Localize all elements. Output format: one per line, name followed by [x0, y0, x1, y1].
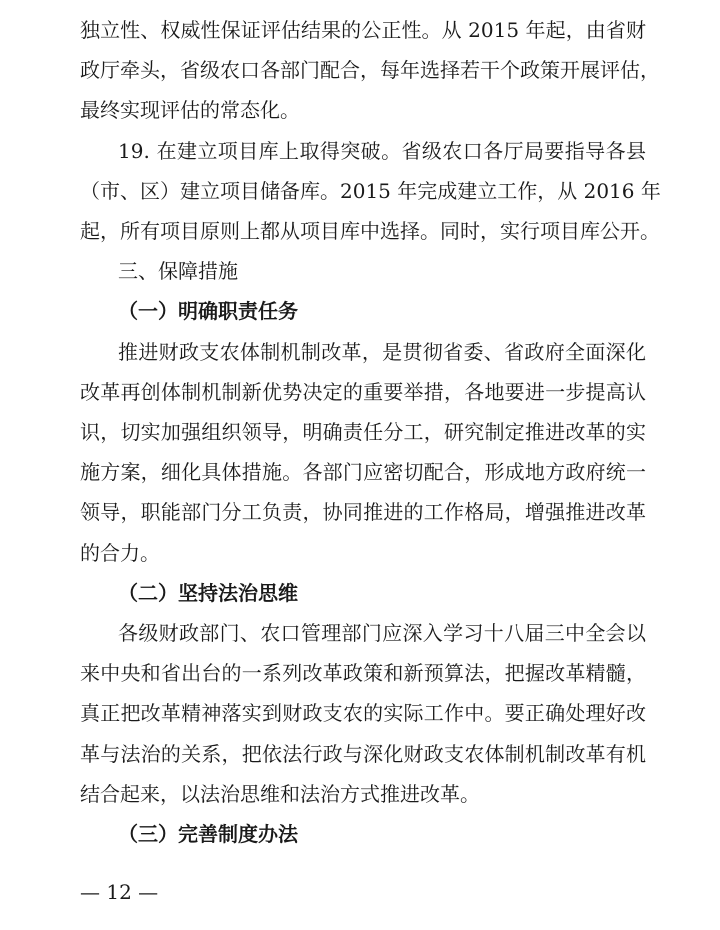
subsection-heading: （三）完善制度办法: [118, 822, 298, 846]
text-line: 的合力。: [80, 541, 160, 565]
text-line: 结合起来，以法治思维和法治方式推进改革。: [80, 782, 480, 806]
text-line: 起，所有项目原则上都从项目库中选择。同时，实行项目库公开。: [80, 219, 660, 243]
text-line: 识，切实加强组织领导，明确责任分工，研究制定推进改革的实: [80, 420, 646, 444]
page-number: — 12 —: [80, 880, 159, 904]
subsection-heading: （二）坚持法治思维: [118, 581, 298, 605]
text-line: 最终实现评估的常态化。: [80, 98, 300, 122]
text-line: 改革再创体制机制新优势决定的重要举措，各地要进一步提高认: [80, 380, 646, 404]
text-line: 各级财政部门、农口管理部门应深入学习十八届三中全会以: [118, 621, 646, 645]
text-line: 政厅牵头，省级农口各部门配合，每年选择若干个政策开展评估，: [80, 58, 660, 82]
subsection-heading: （一）明确职责任务: [118, 299, 298, 323]
text-line: 革与法治的关系，把依法行政与深化财政支农体制机制改革有机: [80, 742, 646, 766]
text-line: 领导，职能部门分工负责，协同推进的工作格局，增强推进改革: [80, 500, 646, 524]
text-line: 19. 在建立项目库上取得突破。省级农口各厅局要指导各县: [118, 139, 646, 163]
text-line: 真正把改革精神落实到财政支农的实际工作中。要正确处理好改: [80, 701, 646, 725]
section-heading: 三、保障措施: [118, 259, 238, 283]
text-line: 独立性、权威性保证评估结果的公正性。从 2015 年起，由省财: [80, 18, 646, 42]
text-line: （市、区）建立项目储备库。2015 年完成建立工作，从 2016 年: [80, 179, 661, 203]
text-line: 施方案，细化具体措施。各部门应密切配合，形成地方政府统一: [80, 460, 646, 484]
text-line: 来中央和省出台的一系列改革政策和新预算法，把握改革精髓，: [80, 661, 646, 685]
text-line: 推进财政支农体制机制改革，是贯彻省委、省政府全面深化: [118, 340, 646, 364]
